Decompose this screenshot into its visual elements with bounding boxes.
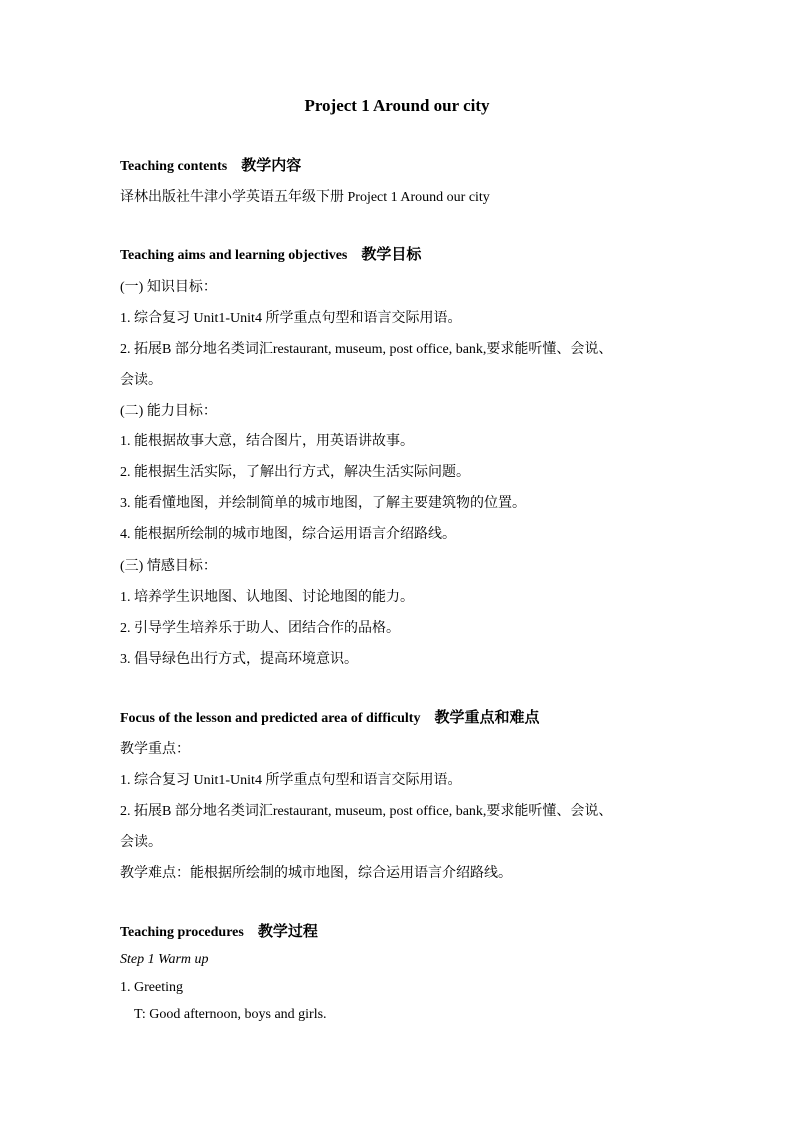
aims-line: 3. 能看懂地图，并绘制简单的城市地图，了解主要建筑物的位置。 bbox=[120, 496, 526, 511]
heading-en: Teaching procedures bbox=[120, 925, 244, 940]
aims-line: (三) 情感目标： bbox=[120, 559, 217, 574]
heading-cn: 教学目标 bbox=[361, 245, 422, 263]
section-heading-procedures bbox=[120, 920, 318, 941]
aims-line: (一) 知识目标： bbox=[120, 280, 217, 295]
aims-line: 3. 倡导绿色出行方式，提高环境意识。 bbox=[120, 652, 358, 667]
dialogue-line: T: Good afternoon, boys and girls. bbox=[134, 1007, 327, 1022]
section-heading-contents bbox=[120, 154, 301, 175]
step-heading: Step 1 Warm up bbox=[120, 952, 209, 967]
focus-line: 2. 拓展B 部分地名类词汇restaurant, museum, post office, bank,要求能听懂、会说、 bbox=[120, 804, 613, 819]
section-heading-focus bbox=[120, 706, 540, 727]
heading-cn: 教学重点和难点 bbox=[434, 708, 540, 726]
heading-en: Focus of the lesson and predicted area of difficulty bbox=[120, 711, 421, 726]
focus-line: 1. 综合复习 Unit1-Unit4 所学重点句型和语言交际用语。 bbox=[120, 773, 462, 788]
heading-en: Teaching contents bbox=[120, 159, 228, 174]
document-title: Project 1 Around our city bbox=[304, 96, 490, 115]
aims-line: (二) 能力目标： bbox=[120, 404, 217, 419]
aims-line: 2. 能根据生活实际，了解出行方式，解决生活实际问题。 bbox=[120, 465, 470, 480]
heading-cn: 教学内容 bbox=[241, 156, 302, 174]
aims-line: 2. 引导学生培养乐于助人、团结合作的品格。 bbox=[120, 621, 400, 636]
heading-en: Teaching aims and learning objectives bbox=[120, 248, 348, 263]
heading-cn: 教学过程 bbox=[257, 922, 318, 940]
aims-line: 会读。 bbox=[120, 373, 162, 388]
section-heading-aims bbox=[120, 243, 421, 264]
step-item: 1. Greeting bbox=[120, 980, 183, 995]
aims-line: 2. 拓展B 部分地名类词汇restaurant, museum, post office, bank,要求能听懂、会说、 bbox=[120, 342, 613, 357]
aims-line: 4. 能根据所绘制的城市地图，综合运用语言介绍路线。 bbox=[120, 527, 456, 542]
aims-line: 1. 培养学生识地图、认地图、讨论地图的能力。 bbox=[120, 590, 414, 605]
focus-line: 教学重点： bbox=[120, 742, 190, 757]
aims-line: 1. 综合复习 Unit1-Unit4 所学重点句型和语言交际用语。 bbox=[120, 311, 462, 326]
focus-line: 会读。 bbox=[120, 835, 162, 850]
content-line: 译林出版社牛津小学英语五年级下册 Project 1 Around our city bbox=[120, 190, 490, 205]
aims-line: 1. 能根据故事大意，结合图片，用英语讲故事。 bbox=[120, 434, 414, 449]
focus-line: 教学难点：能根据所绘制的城市地图，综合运用语言介绍路线。 bbox=[120, 866, 512, 881]
